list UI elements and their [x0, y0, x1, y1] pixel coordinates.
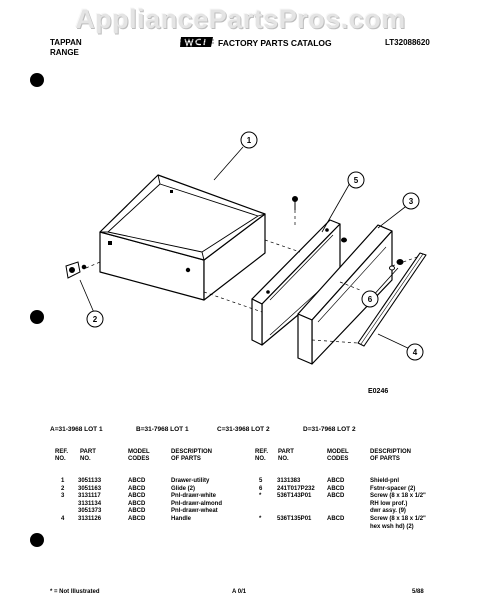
row-desc: Fstnr-spacer (2) [370, 485, 416, 492]
header-part: PART [80, 449, 96, 455]
row-model: ABCD [128, 478, 146, 484]
row-desc: hex wsh hd) (2) [370, 523, 414, 530]
header-of-parts: OF PARTS [370, 456, 400, 462]
row-model: ABCD [128, 485, 146, 492]
row-desc: Pnl-drawr-wheat [171, 508, 218, 515]
row-desc: dwr assy. (9) [370, 508, 406, 515]
catalog-title: FACTORY PARTS CATALOG [218, 38, 332, 48]
row-ref: 1 [61, 478, 65, 484]
header-codes: CODES [128, 456, 150, 462]
row-desc: RH low prof.) [370, 500, 408, 507]
brand-line-1: TAPPAN [50, 38, 82, 47]
header-part-no: NO. [80, 456, 91, 462]
row-ref: * [259, 515, 262, 522]
row-desc: Screw (8 x 18 x 1/2" [370, 515, 426, 522]
row-desc: Screw (8 x 18 x 1/2" [370, 493, 426, 500]
header-part-no: NO. [278, 456, 289, 462]
row-model: ABCD [128, 508, 146, 515]
header-description: DESCRIPTION [370, 449, 412, 455]
row-model: ABCD [327, 493, 345, 500]
lot-legend-d: D=31-7968 LOT 2 [303, 426, 356, 433]
row-ref: 5 [259, 478, 263, 484]
callout-6: 6 [367, 295, 373, 304]
glide-part [66, 262, 86, 278]
header-description: DESCRIPTION [171, 449, 213, 455]
row-part: 3131126 [78, 515, 102, 522]
row-part: 536T135P01 [277, 515, 312, 522]
header-ref-no: NO. [55, 456, 66, 462]
callout-3: 3 [408, 197, 414, 206]
brand-line-2: RANGE [50, 48, 79, 57]
callout-4: 4 [412, 348, 418, 357]
row-model: ABCD [327, 485, 345, 492]
header-model: MODEL [128, 449, 150, 455]
row-ref: 6 [259, 485, 263, 492]
header-ref: REF. [255, 449, 269, 455]
row-desc: Pnl-drawr-white [171, 493, 217, 500]
row-part: 536T143P01 [277, 493, 312, 500]
row-part: 3051373 [78, 508, 102, 515]
row-model: ABCD [327, 515, 345, 522]
lot-legend-b: B=31-7968 LOT 1 [136, 426, 189, 433]
row-model: ABCD [128, 493, 146, 500]
callout-2: 2 [92, 315, 98, 324]
row-desc: Pnl-drawr-almond [171, 500, 223, 507]
row-model: ABCD [327, 478, 345, 484]
row-ref: * [259, 493, 262, 500]
lot-legend-c: C=31-3968 LOT 2 [217, 426, 270, 433]
row-part: 3131383 [277, 478, 301, 484]
row-part: 3131117 [78, 493, 101, 500]
row-part: 3131134 [78, 500, 102, 507]
revision-date: 5/88 [412, 589, 424, 595]
header-part: PART [278, 449, 294, 455]
header-codes: CODES [327, 456, 349, 462]
row-model: ABCD [128, 500, 146, 507]
row-desc: Glide (2) [171, 485, 196, 492]
header-of-parts: OF PARTS [171, 456, 201, 462]
row-ref: 4 [61, 515, 65, 522]
row-desc: Drawer-utility [171, 478, 210, 484]
watermark: AppliancePartsPros.com [75, 4, 406, 34]
row-part: 241T017P232 [277, 485, 315, 492]
binder-hole-bottom [30, 533, 44, 547]
row-ref: 2 [61, 485, 65, 492]
footnote-not-illustrated: * = Not Illustrated [50, 589, 100, 595]
callout-5: 5 [353, 176, 359, 185]
document-number: LT32088620 [385, 38, 430, 47]
lot-legend-a: A=31-3968 LOT 1 [50, 426, 103, 433]
row-model: ABCD [128, 515, 146, 522]
callout-1: 1 [246, 136, 252, 145]
header-ref: REF. [55, 449, 69, 455]
row-ref: 3 [61, 493, 65, 500]
row-part: 3051163 [78, 485, 102, 492]
header-ref-no: NO. [255, 456, 266, 462]
row-desc: Handle [171, 515, 192, 522]
page-number: A 0/1 [232, 589, 247, 595]
header-model: MODEL [327, 449, 349, 455]
drawer-assembly [100, 175, 265, 300]
row-desc: Shield-pnl [370, 478, 399, 484]
row-part: 3051133 [78, 478, 102, 484]
figure-code: E0246 [368, 388, 389, 395]
